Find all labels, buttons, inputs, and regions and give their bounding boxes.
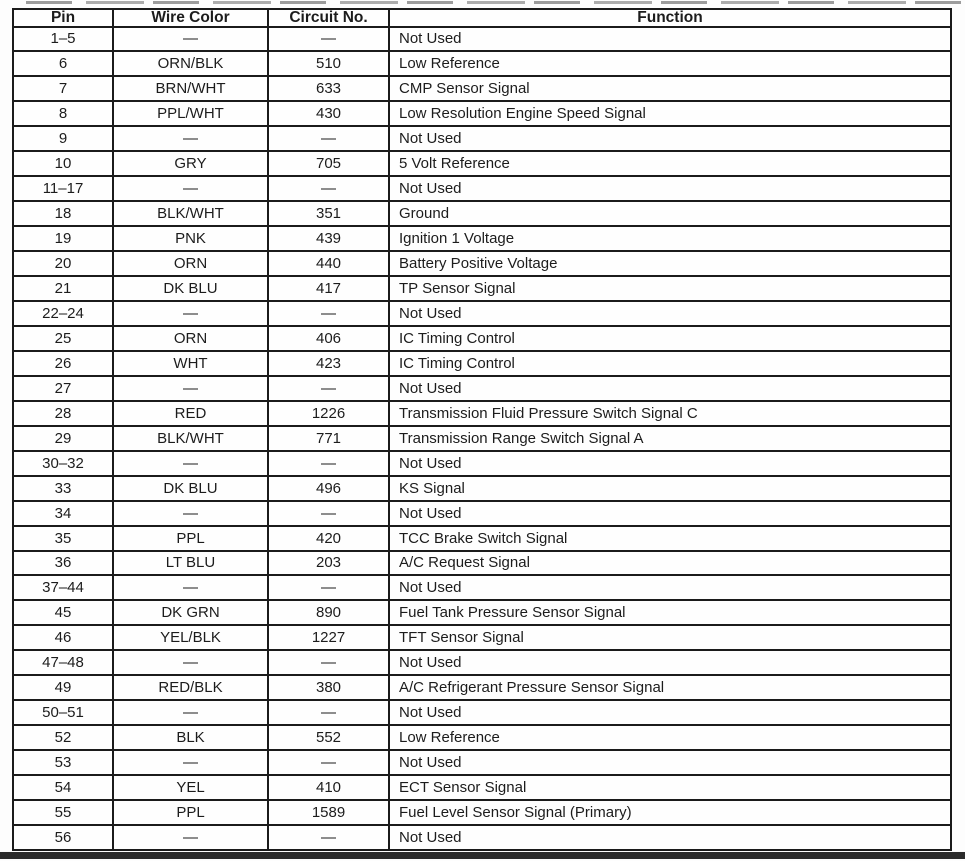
wire-color-cell: — — [113, 126, 268, 151]
table-row — [13, 376, 951, 401]
pin-cell: 19 — [13, 226, 113, 251]
function-cell: Not Used — [389, 700, 951, 725]
table-row — [13, 351, 951, 376]
circuit-cell: 890 — [268, 600, 389, 625]
function-cell: Fuel Tank Pressure Sensor Signal — [389, 600, 951, 625]
pin-cell: 55 — [13, 800, 113, 825]
function-cell: ECT Sensor Signal — [389, 775, 951, 800]
table-row — [13, 426, 951, 451]
circuit-cell: 510 — [268, 51, 389, 76]
circuit-cell: 1589 — [268, 800, 389, 825]
circuit-cell: 410 — [268, 775, 389, 800]
pin-cell: 46 — [13, 625, 113, 650]
wire-color-cell: ORN — [113, 251, 268, 276]
table-row — [13, 326, 951, 351]
circuit-cell: 1227 — [268, 625, 389, 650]
table-row — [13, 825, 951, 850]
pin-cell: 47–48 — [13, 650, 113, 675]
table-row — [13, 675, 951, 700]
pin-cell: 22–24 — [13, 301, 113, 326]
function-cell: Not Used — [389, 650, 951, 675]
column-header-circuit-no: Circuit No. — [268, 9, 389, 27]
function-cell: Not Used — [389, 376, 951, 401]
table-row — [13, 301, 951, 326]
pin-cell: 35 — [13, 526, 113, 551]
wire-color-cell: ORN/BLK — [113, 51, 268, 76]
wire-color-cell: WHT — [113, 351, 268, 376]
circuit-cell: — — [268, 650, 389, 675]
wire-color-cell: PPL — [113, 800, 268, 825]
pin-cell: 18 — [13, 201, 113, 226]
circuit-cell: 633 — [268, 76, 389, 101]
circuit-cell: 430 — [268, 101, 389, 126]
pin-cell: 9 — [13, 126, 113, 151]
pin-cell: 21 — [13, 276, 113, 301]
table-row — [13, 451, 951, 476]
pin-cell: 45 — [13, 600, 113, 625]
circuit-cell: — — [268, 501, 389, 526]
pin-cell: 53 — [13, 750, 113, 775]
function-cell: TP Sensor Signal — [389, 276, 951, 301]
table-row — [13, 775, 951, 800]
function-cell: A/C Refrigerant Pressure Sensor Signal — [389, 675, 951, 700]
wire-color-cell: BLK — [113, 725, 268, 750]
wire-color-cell: BLK/WHT — [113, 201, 268, 226]
pin-cell: 33 — [13, 476, 113, 501]
circuit-cell: 203 — [268, 551, 389, 576]
table-row — [13, 276, 951, 301]
table-row — [13, 251, 951, 276]
function-cell: KS Signal — [389, 476, 951, 501]
function-cell: Low Reference — [389, 725, 951, 750]
function-cell: Not Used — [389, 301, 951, 326]
scan-artifact-line — [26, 1, 965, 4]
circuit-cell: 420 — [268, 526, 389, 551]
pin-cell: 1–5 — [13, 27, 113, 52]
table-row — [13, 625, 951, 650]
table-row — [13, 151, 951, 176]
circuit-cell: 417 — [268, 276, 389, 301]
pin-cell: 11–17 — [13, 176, 113, 201]
table-body — [13, 27, 951, 851]
function-cell: Not Used — [389, 825, 951, 850]
wire-color-cell: YEL/BLK — [113, 625, 268, 650]
function-cell: Battery Positive Voltage — [389, 251, 951, 276]
wire-color-cell: PPL — [113, 526, 268, 551]
pin-cell: 25 — [13, 326, 113, 351]
circuit-cell: — — [268, 176, 389, 201]
wire-color-cell: — — [113, 451, 268, 476]
pin-cell: 36 — [13, 551, 113, 576]
table-row — [13, 126, 951, 151]
header-row — [13, 9, 951, 27]
table-row — [13, 800, 951, 825]
function-cell: Not Used — [389, 451, 951, 476]
function-cell: Transmission Range Switch Signal A — [389, 426, 951, 451]
circuit-cell: — — [268, 750, 389, 775]
circuit-cell: 496 — [268, 476, 389, 501]
circuit-cell: 771 — [268, 426, 389, 451]
pinout-table — [12, 8, 952, 851]
pin-cell: 28 — [13, 401, 113, 426]
circuit-cell: — — [268, 376, 389, 401]
column-header-pin: Pin — [13, 9, 113, 27]
wire-color-cell: RED — [113, 401, 268, 426]
function-cell: Transmission Fluid Pressure Switch Signal C — [389, 401, 951, 426]
pin-cell: 49 — [13, 675, 113, 700]
function-cell: TFT Sensor Signal — [389, 625, 951, 650]
table-row — [13, 176, 951, 201]
circuit-cell: 440 — [268, 251, 389, 276]
function-cell: Not Used — [389, 176, 951, 201]
function-cell: IC Timing Control — [389, 326, 951, 351]
table-row — [13, 501, 951, 526]
wire-color-cell: — — [113, 575, 268, 600]
pin-cell: 8 — [13, 101, 113, 126]
wire-color-cell: DK BLU — [113, 276, 268, 301]
pin-cell: 30–32 — [13, 451, 113, 476]
table-row — [13, 725, 951, 750]
pin-cell: 7 — [13, 76, 113, 101]
table-row — [13, 526, 951, 551]
circuit-cell: — — [268, 451, 389, 476]
pin-cell: 26 — [13, 351, 113, 376]
circuit-cell: — — [268, 301, 389, 326]
wire-color-cell: — — [113, 825, 268, 850]
table-row — [13, 401, 951, 426]
function-cell: 5 Volt Reference — [389, 151, 951, 176]
table-row — [13, 226, 951, 251]
function-cell: IC Timing Control — [389, 351, 951, 376]
column-header-function: Function — [389, 9, 951, 27]
circuit-cell: — — [268, 575, 389, 600]
table-row — [13, 51, 951, 76]
circuit-cell: — — [268, 700, 389, 725]
pin-cell: 29 — [13, 426, 113, 451]
function-cell: Low Resolution Engine Speed Signal — [389, 101, 951, 126]
circuit-cell: 705 — [268, 151, 389, 176]
wire-color-cell: LT BLU — [113, 551, 268, 576]
circuit-cell: 1226 — [268, 401, 389, 426]
wire-color-cell: YEL — [113, 775, 268, 800]
table-row — [13, 476, 951, 501]
wire-color-cell: — — [113, 176, 268, 201]
function-cell: A/C Request Signal — [389, 551, 951, 576]
pin-cell: 50–51 — [13, 700, 113, 725]
function-cell: Not Used — [389, 750, 951, 775]
table-row — [13, 600, 951, 625]
function-cell: Ignition 1 Voltage — [389, 226, 951, 251]
wire-color-cell: DK BLU — [113, 476, 268, 501]
wire-color-cell: PPL/WHT — [113, 101, 268, 126]
circuit-cell: 423 — [268, 351, 389, 376]
pin-cell: 27 — [13, 376, 113, 401]
wire-color-cell: — — [113, 700, 268, 725]
wire-color-cell: — — [113, 301, 268, 326]
wire-color-cell: — — [113, 27, 268, 52]
circuit-cell: 552 — [268, 725, 389, 750]
function-cell: Not Used — [389, 126, 951, 151]
wire-color-cell: PNK — [113, 226, 268, 251]
table-row — [13, 27, 951, 52]
wire-color-cell: — — [113, 501, 268, 526]
wire-color-cell: ORN — [113, 326, 268, 351]
pin-cell: 37–44 — [13, 575, 113, 600]
function-cell: CMP Sensor Signal — [389, 76, 951, 101]
circuit-cell: 380 — [268, 675, 389, 700]
table-row — [13, 700, 951, 725]
table-row — [13, 76, 951, 101]
function-cell: Not Used — [389, 501, 951, 526]
table-row — [13, 551, 951, 576]
table-row — [13, 650, 951, 675]
circuit-cell: 406 — [268, 326, 389, 351]
function-cell: Low Reference — [389, 51, 951, 76]
wire-color-cell: DK GRN — [113, 600, 268, 625]
wire-color-cell: GRY — [113, 151, 268, 176]
table-row — [13, 750, 951, 775]
circuit-cell: 439 — [268, 226, 389, 251]
pin-cell: 56 — [13, 825, 113, 850]
wire-color-cell: — — [113, 650, 268, 675]
wire-color-cell: — — [113, 750, 268, 775]
function-cell: Not Used — [389, 27, 951, 52]
table-header — [13, 9, 951, 27]
pin-cell: 20 — [13, 251, 113, 276]
pin-cell: 52 — [13, 725, 113, 750]
circuit-cell: — — [268, 126, 389, 151]
table-row — [13, 201, 951, 226]
wire-color-cell: — — [113, 376, 268, 401]
function-cell: TCC Brake Switch Signal — [389, 526, 951, 551]
function-cell: Fuel Level Sensor Signal (Primary) — [389, 800, 951, 825]
column-header-wire-color: Wire Color — [113, 9, 268, 27]
table-row — [13, 575, 951, 600]
pin-cell: 54 — [13, 775, 113, 800]
pin-cell: 6 — [13, 51, 113, 76]
wire-color-cell: BLK/WHT — [113, 426, 268, 451]
wire-color-cell: RED/BLK — [113, 675, 268, 700]
function-cell: Not Used — [389, 575, 951, 600]
circuit-cell: — — [268, 27, 389, 52]
circuit-cell: — — [268, 825, 389, 850]
function-cell: Ground — [389, 201, 951, 226]
circuit-cell: 351 — [268, 201, 389, 226]
wire-color-cell: BRN/WHT — [113, 76, 268, 101]
table-row — [13, 101, 951, 126]
page-bottom-rule — [0, 852, 965, 859]
pin-cell: 34 — [13, 501, 113, 526]
pin-cell: 10 — [13, 151, 113, 176]
